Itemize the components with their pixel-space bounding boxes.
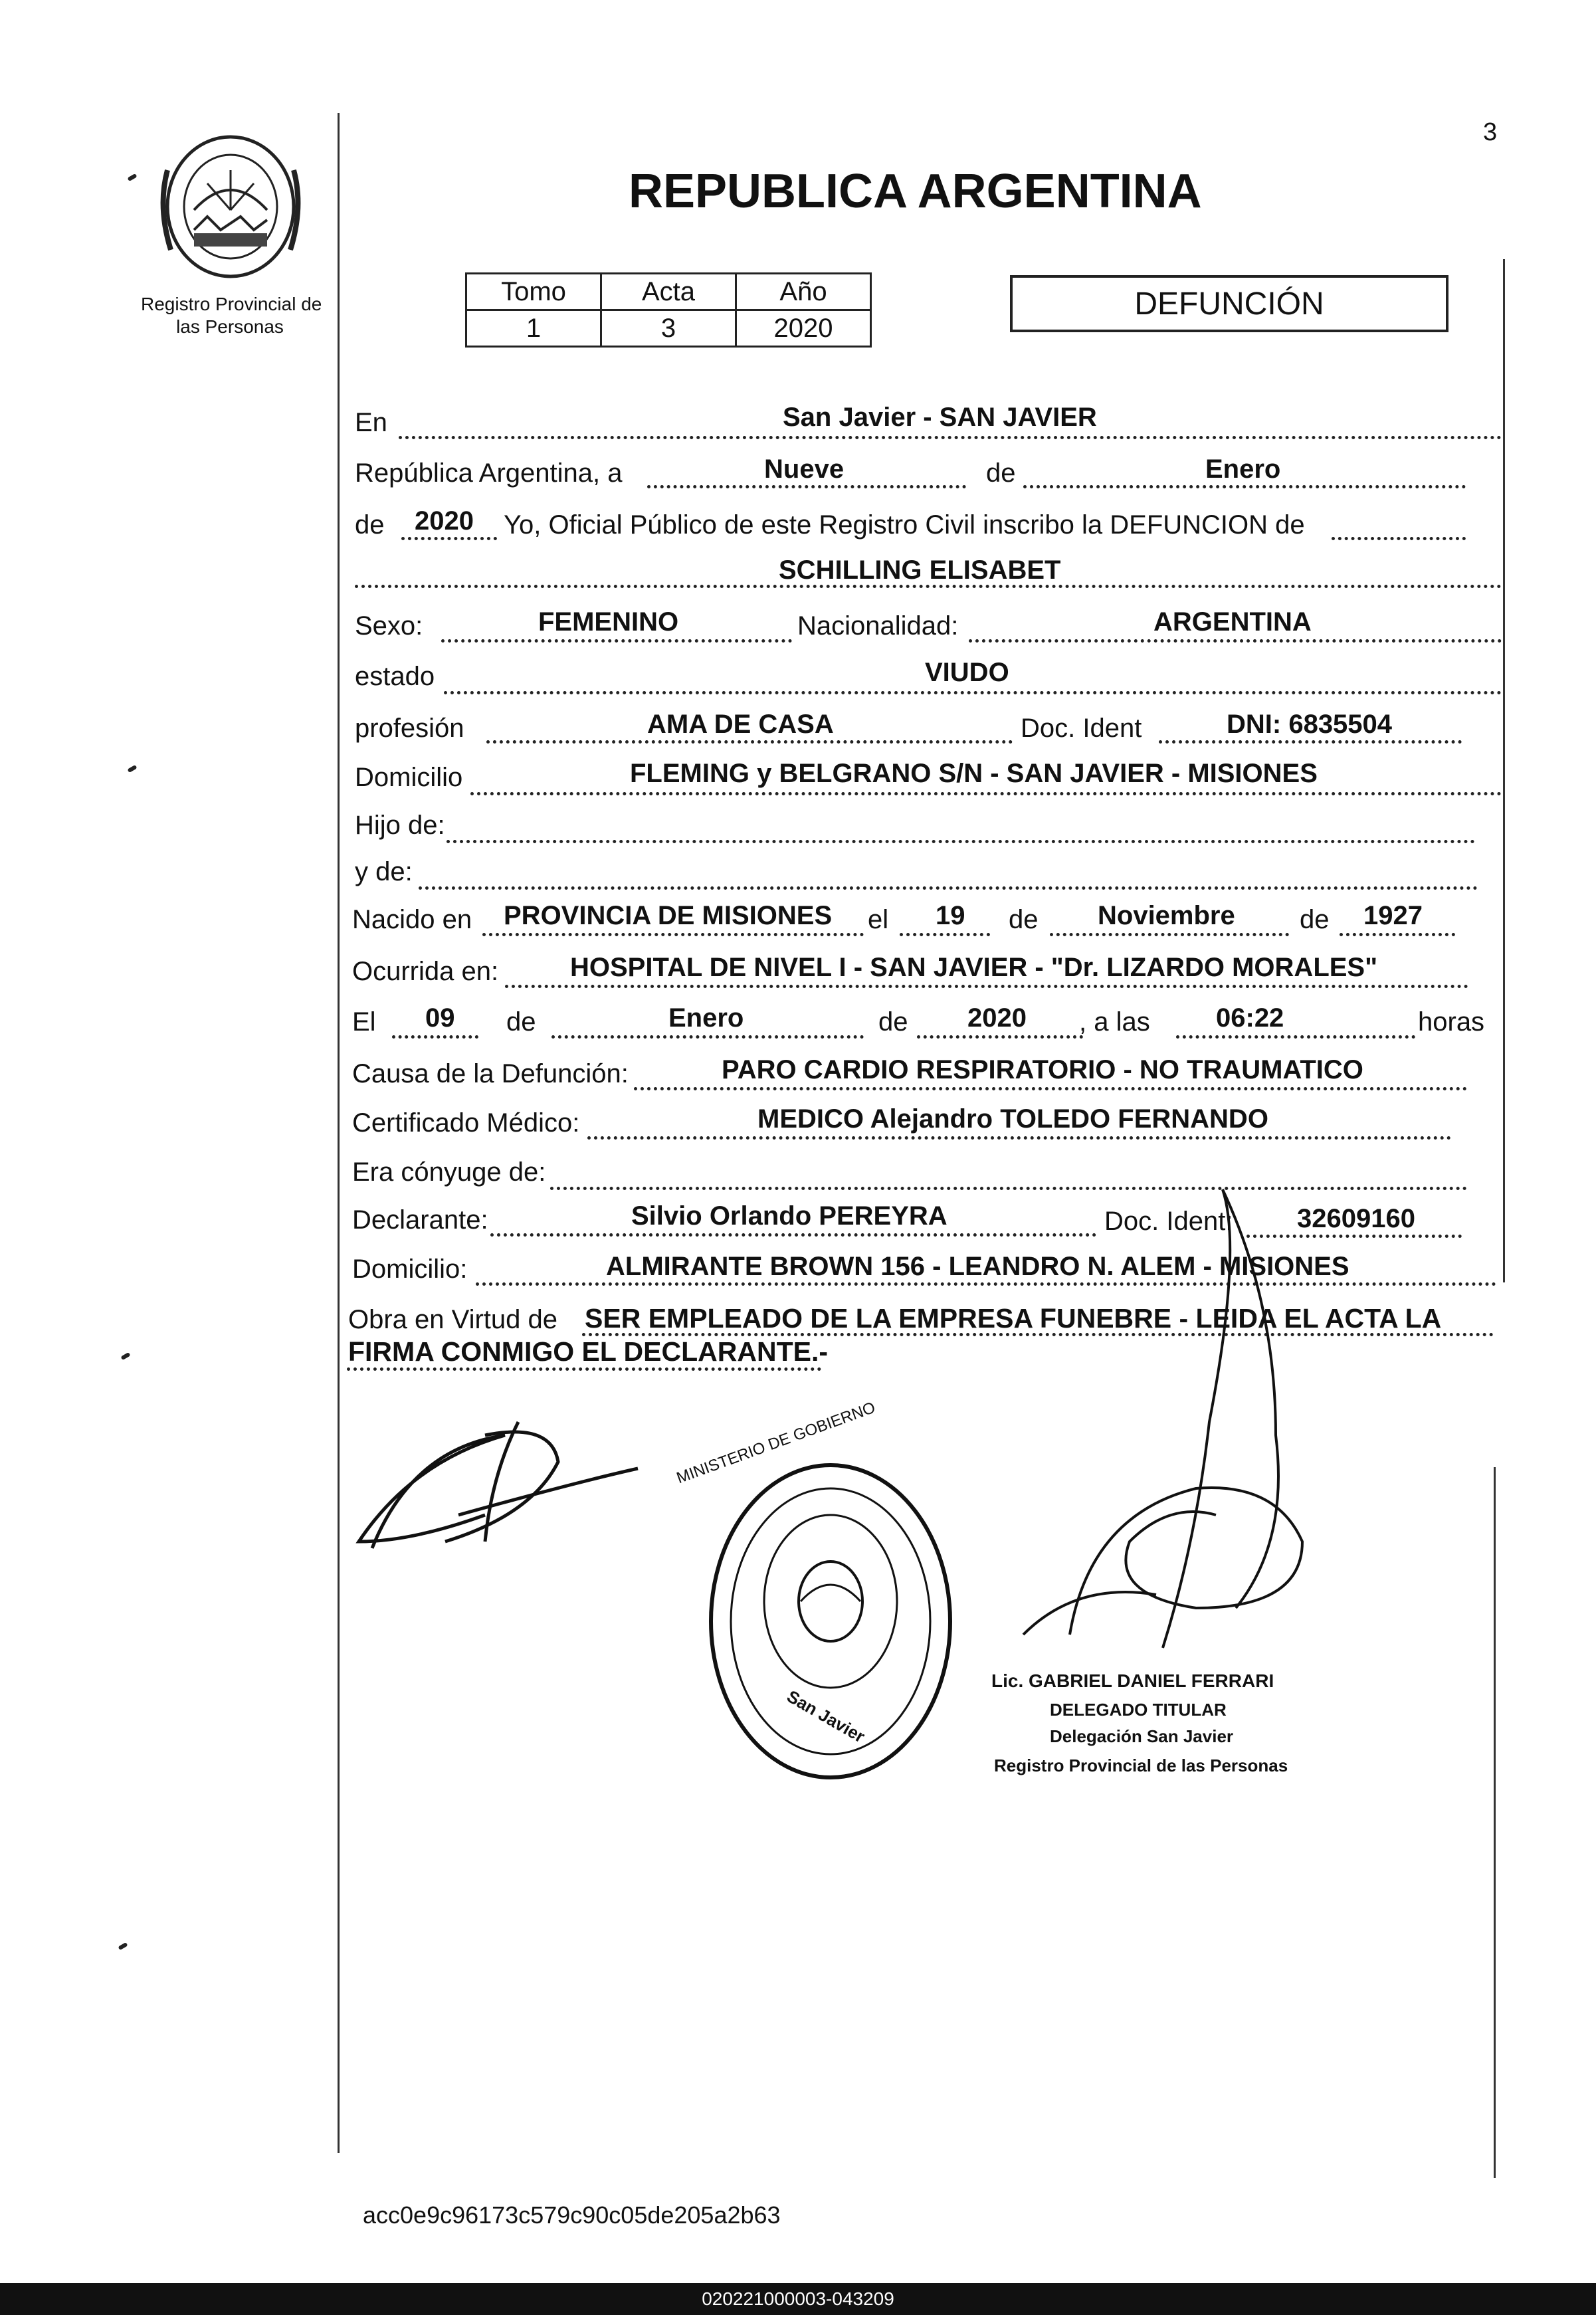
- fill-line: [486, 740, 1013, 744]
- officer-signature: [1023, 1189, 1302, 1648]
- label-ocurrida-en: Ocurrida en:: [352, 957, 499, 986]
- document-hash: acc0e9c96173c579c90c05de205a2b63: [363, 2201, 781, 2229]
- fill-line: [587, 1136, 1451, 1140]
- label-de-nac-2: de: [1300, 905, 1330, 934]
- value-dia-texto: Nueve: [764, 454, 845, 484]
- label-de-nac: de: [1009, 905, 1039, 934]
- label-de: de: [986, 458, 1016, 488]
- logo-caption-line1: Registro Provincial de: [141, 294, 322, 314]
- value-declarante-doc: 32609160: [1297, 1204, 1415, 1233]
- logo-caption-line2: las Personas: [176, 316, 284, 337]
- value-def-hora: 06:22: [1216, 1003, 1284, 1033]
- declarant-signature: [359, 1422, 638, 1548]
- tomo-value: 1: [466, 310, 601, 347]
- stamp-line3: Delegación San Javier: [1050, 1726, 1234, 1746]
- label-el: el: [868, 905, 889, 934]
- value-nacido-en: PROVINCIA DE MISIONES: [504, 901, 833, 930]
- value-nombre: SCHILLING ELISABET: [779, 555, 1061, 585]
- fill-line: [647, 485, 966, 488]
- label-a-las: , a las: [1079, 1007, 1150, 1037]
- value-ocurrida-en: HOSPITAL DE NIVEL I - SAN JAVIER - "Dr. LIZARDO MORALES": [570, 953, 1378, 982]
- fill-line: [470, 792, 1502, 795]
- value-domicilio: FLEMING y BELGRANO S/N - SAN JAVIER - MISIONES: [630, 759, 1318, 788]
- value-obra-line1: SER EMPLEADO DE LA EMPRESA FUNEBRE - LEIDA EL ACTA LA: [585, 1303, 1442, 1334]
- value-def-mes: Enero: [668, 1003, 744, 1033]
- value-nac-anio: 1927: [1363, 901, 1423, 930]
- label-de-2: de: [355, 510, 385, 540]
- seal-inner-text: MINISTERIO DE GOBIERNO: [674, 1398, 878, 1488]
- fill-line: [355, 585, 1502, 588]
- label-de-def: de: [506, 1007, 536, 1037]
- fill-line: [447, 840, 1475, 843]
- footer-bar: [0, 2283, 1596, 2315]
- fill-line: [392, 1035, 478, 1039]
- value-nac-mes: Noviembre: [1098, 901, 1235, 930]
- label-conyuge: Era cónyuge de:: [352, 1158, 546, 1187]
- label-declarante: Declarante:: [352, 1205, 488, 1235]
- value-declarante-domicilio: ALMIRANTE BROWN 156 - LEANDRO N. ALEM - MISIONES: [606, 1252, 1349, 1281]
- signatures-and-seal: [332, 1169, 1528, 1834]
- fill-line: [551, 1035, 864, 1039]
- fill-line: [482, 933, 864, 936]
- fill-line: [1176, 1035, 1415, 1039]
- fill-line: [441, 639, 792, 643]
- label-y-de: y de:: [355, 857, 413, 886]
- fill-line: [1050, 933, 1289, 936]
- fill-line: [1340, 933, 1455, 936]
- value-dni: DNI: 6835504: [1227, 710, 1393, 739]
- label-nacido-en: Nacido en: [352, 905, 472, 934]
- label-obra: Obra en Virtud de: [348, 1305, 558, 1334]
- value-lugar: San Javier - SAN JAVIER: [783, 403, 1097, 432]
- right-margin-line: [1503, 259, 1505, 1282]
- left-margin-line: [338, 113, 340, 2153]
- label-doc-ident-2: Doc. Ident:: [1104, 1207, 1233, 1236]
- value-profesion: AMA DE CASA: [647, 710, 834, 739]
- label-certificado: Certificado Médico:: [352, 1108, 580, 1138]
- value-anio: 2020: [415, 506, 474, 536]
- scan-speck: [120, 1352, 130, 1360]
- value-certificado: MEDICO Alejandro TOLEDO FERNANDO: [757, 1104, 1268, 1134]
- fill-line: [419, 886, 1478, 890]
- value-mes-texto: Enero: [1205, 454, 1281, 484]
- reference-table: [465, 272, 872, 348]
- stamp-line2: DELEGADO TITULAR: [1050, 1700, 1227, 1720]
- value-def-anio: 2020: [967, 1003, 1027, 1033]
- label-domicilio: Domicilio: [355, 763, 463, 792]
- fill-line: [917, 1035, 1083, 1039]
- scan-speck: [127, 765, 137, 773]
- page-number: 3: [1483, 118, 1498, 146]
- stamp-line1: Lic. GABRIEL DANIEL FERRARI: [991, 1670, 1274, 1691]
- label-sexo: Sexo:: [355, 611, 423, 641]
- province-crest-logo: [154, 130, 307, 283]
- label-republica: República Argentina, a: [355, 458, 623, 488]
- acta-header: Acta: [601, 274, 736, 310]
- anio-header: Año: [736, 274, 871, 310]
- fill-line: [969, 639, 1502, 643]
- scan-speck: [127, 173, 137, 181]
- fill-line: [505, 985, 1468, 988]
- anio-value: 2020: [736, 310, 871, 347]
- label-horas: horas: [1418, 1007, 1485, 1037]
- value-declarante: Silvio Orlando PEREYRA: [631, 1201, 948, 1231]
- fill-line: [1159, 740, 1462, 744]
- label-causa: Causa de la Defunción:: [352, 1059, 629, 1088]
- fill-line: [900, 933, 990, 936]
- stamp-line4: Registro Provincial de las Personas: [994, 1756, 1288, 1775]
- tomo-header: Tomo: [466, 274, 601, 310]
- label-hijo-de: Hijo de:: [355, 811, 445, 840]
- fill-line: [634, 1087, 1467, 1090]
- fill-line: [401, 537, 497, 540]
- value-nacionalidad: ARGENTINA: [1153, 607, 1312, 637]
- value-sexo: FEMENINO: [538, 607, 679, 637]
- fill-line: [444, 691, 1502, 694]
- label-doc-ident: Doc. Ident: [1021, 714, 1142, 743]
- seal-place: San Javier: [783, 1686, 868, 1747]
- value-nac-dia: 19: [936, 901, 965, 930]
- value-def-dia: 09: [425, 1003, 455, 1033]
- label-domicilio-2: Domicilio:: [352, 1255, 468, 1284]
- value-obra-line2: FIRMA CONMIGO EL DECLARANTE.-: [348, 1336, 829, 1367]
- label-profesion: profesión: [355, 714, 464, 743]
- label-el-cap: El: [352, 1007, 376, 1037]
- acta-value: 3: [601, 310, 736, 347]
- label-en: En: [355, 408, 387, 437]
- label-nacionalidad: Nacionalidad:: [797, 611, 959, 641]
- record-type-box: DEFUNCIÓN: [1010, 275, 1448, 332]
- scan-speck: [118, 1942, 128, 1950]
- value-causa: PARO CARDIO RESPIRATORIO - NO TRAUMATICO: [722, 1055, 1363, 1084]
- label-de-def-2: de: [878, 1007, 908, 1037]
- label-yo: Yo, Oficial Público de este Registro Civil inscribo la DEFUNCION de: [504, 510, 1305, 540]
- fill-line: [399, 436, 1502, 439]
- fill-line: [1023, 485, 1466, 488]
- label-estado: estado: [355, 662, 435, 691]
- footer-code: 020221000003-043209: [702, 2288, 894, 2309]
- value-estado: VIUDO: [925, 658, 1009, 687]
- document-title: REPUBLICA ARGENTINA: [629, 165, 1202, 218]
- fill-line: [1332, 537, 1466, 540]
